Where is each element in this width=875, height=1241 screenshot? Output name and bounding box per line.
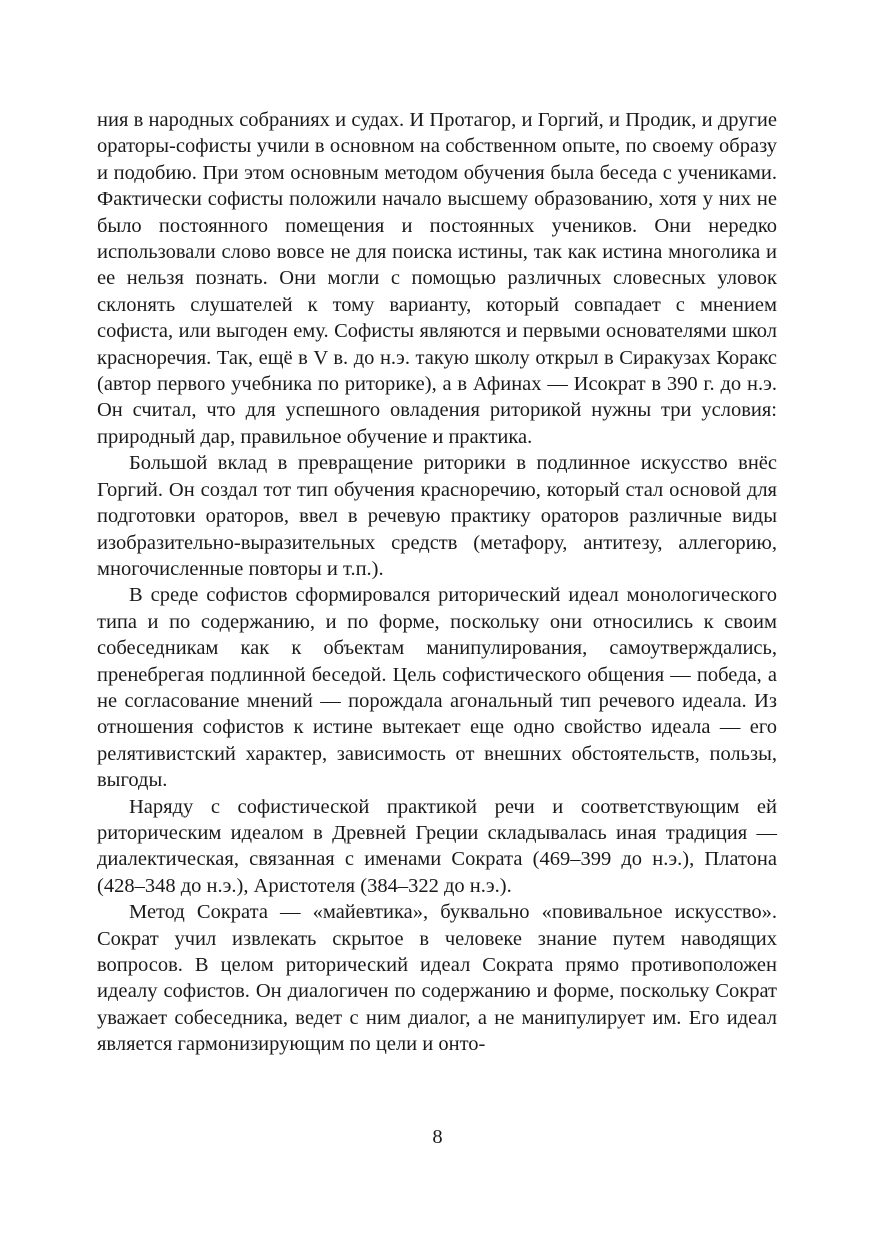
paragraph-2: Большой вклад в превращение риторики в подлинное искусство внёс Горгий. Он создал тот тип обучения красноречию, который стал основой для подготовки ораторов, ввел в речевую практику ораторов различные виды изобразительно-выразительных средств (метафору, антитезу, аллегорию, многочисленные повторы и т.п.).: [97, 452, 777, 580]
paragraph-4: Наряду с софистической практикой речи и соответствующим ей риторическим идеалом в Древней Греции складывалась иная традиция — диалектическая, связанная с именами Сократа (469–399 до н.э.), Платона (428–348 до н.э.), Аристотеля (384–322 до н.э.).: [97, 795, 777, 897]
paragraph-3: В среде софистов сформировался риторический идеал монологического типа и по содержанию, и по форме, поскольку они относились к своим собеседникам как к объектам манипулирования, самоутверждались, пренебрегая подлинной беседой. Цель софистического общения — победа, а не согласование мнений — порождала агональный тип речевого идеала. Из отношения софистов к истине вытекает еще одно свойство идеала — его релятивистский характер, зависимость от внешних обстоятельств, пользы, выгоды.: [97, 584, 777, 792]
page-number: 8: [432, 1126, 443, 1148]
paragraph-5: Метод Сократа — «майевтика», буквально «повивальное искусство». Сократ учил извлекать скрытое в человеке знание путем наводящих вопросов. В целом риторический идеал Сократа прямо противоположен идеалу софистов. Он диалогичен по содержанию и форме, поскольку Сократ уважает собеседника, ведет с ним диалог, а не манипулирует им. Его идеал является гармонизирующим по цели и онто-: [97, 901, 777, 1056]
page-body: [97, 107, 777, 1058]
paragraph-1: ния в народных собраниях и судах. И Протагор, и Горгий, и Продик, и другие ораторы-софисты учили в основном на собственном опыте, по своему образу и подобию. При этом основным методом обучения была беседа с учениками. Фактически софисты положили начало высшему образованию, хотя у них не было постоянного помещения и постоянных учеников. Они нередко использовали слово вовсе не для поиска истины, так как истина многолика и ее нельзя познать. Они могли с помощью различных словесных уловок склонять слушателей к тому варианту, который совпадает с мнением софиста, или выгоден ему. Софисты являются и первыми основателями школ красноречия. Так, ещё в V в. до н.э. такую школу открыл в Сиракузах Коракс (автор первого учебника по риторике), а в Афинах — Исократ в 390 г. до н.э. Он считал, что для успешного овладения риторикой нужны три условия: природный дар, правильное обучение и практика.: [97, 109, 777, 448]
